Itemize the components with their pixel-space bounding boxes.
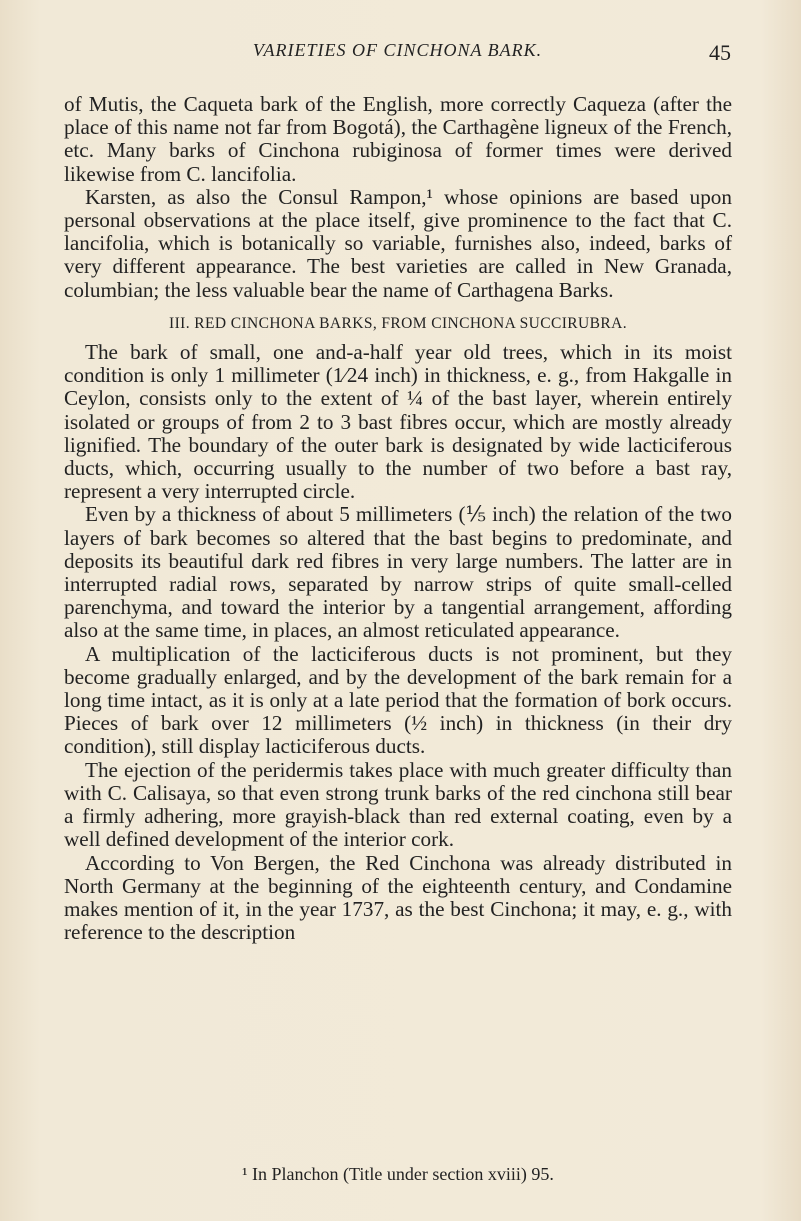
page-number: 45 [709,40,731,65]
section-heading: III. RED CINCHONA BARKS, FROM CINCHONA SUCCIRUBRA. [169,314,627,332]
paragraph-5: A multiplication of the lacticiferous ducts is not prominent, but they become gradually enlarged, and by the development of the bark remain for a long time intact, as it is only at a late period that the formation of bork occurs. Pieces of bark over 12 millimeters (½ inch) in thickness (in their dry condition), still display lacticiferous ducts. [64,641,732,759]
running-title: VARIETIES OF CINCHONA BARK. [252,40,543,60]
paragraph-4: Even by a thickness of about 5 millimeters (⅕ inch) the relation of the two layers of bark becomes so altered that the bast begins to predominate, and deposits its beautiful dark red fibres in very large numbers. The latter are in interrupted radial rows, separated by narrow strips of quite small-celled parenchyma, and toward the interior by a tangential arrangement, affording also at the same time, in places, an almost reticulated appearance. [64,502,732,643]
paragraph-3: The bark of small, one and-a-half year old trees, which in its moist condition is only 1 millimeter (1⁄24 inch) in thickness, e. g., from Hakgalle in Ceylon, consists only to the extent of ¼ of the bast layer, wherein entirely isolated or groups of from 2 to 3 bast fibres occur, which are mostly already lignified. The boundary of the outer bark is designated by wide lacticiferous ducts, which, occurring usually to the number of two before a bast ray, represent a very interrupted circle. [64,340,732,504]
paragraph-2: Karsten, as also the Consul Rampon,¹ whose opinions are based upon personal observations at the place itself, give prominence to the fact that C. lancifolia, which is botanically so variable, furnishes also, indeed, barks of very different appearance. The best varieties are called in New Granada, columbian; the less valuable bear the name of Carthagena Barks. [64,184,732,302]
paragraph-6: The ejection of the peridermis takes place with much greater difficulty than with C. Calisaya, so that even strong trunk barks of the red cinchona still bear a firmly adhering, more grayish-black than red external coating, even by a well defined development of the interior cork. [64,757,732,852]
footnote: ¹ In Planchon (Title under section xviii) 95. [242,1164,554,1184]
page-header [64,40,731,74]
paragraph-1: of Mutis, the Caqueta bark of the English, more correctly Caqueza (after the place of this name not far from Bogotá), the Carthagène ligneux of the French, etc. Many barks of Cinchona rubiginosa of former times were derived likewise from C. lancifolia. [64,92,732,186]
body-text [64,93,732,944]
paragraph-7: According to Von Bergen, the Red Cinchona was already distributed in North Germany at the beginning of the eighteenth century, and Condamine makes mention of it, in the year 1737, as the best Cinchona; it may, e. g., with reference to the description [64,850,732,945]
